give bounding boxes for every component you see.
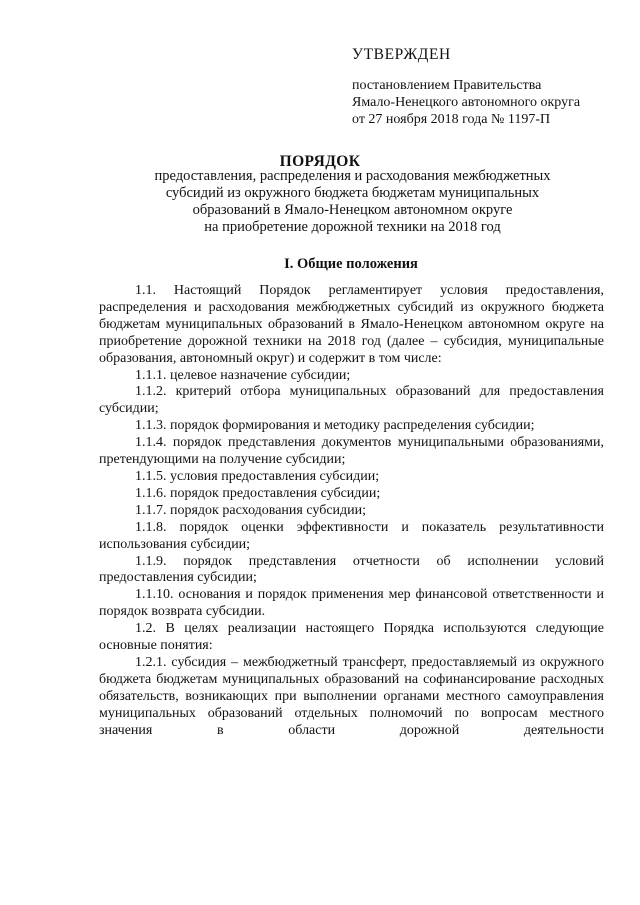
section-heading: I. Общие положения <box>284 256 418 272</box>
paragraph: 1.1.3. порядок формирования и методику распределения субсидии; <box>135 418 535 434</box>
paragraph: 1.1. Настоящий Порядок регламентирует условия предоставления, распределения и расходования межбюджетных субсидий из окружного бюджета бюджетам муниципальных образований в Ямало-Ненецком автономном округе на приобретение дорожной техники на 2018 год (далее – субсидия, муниципальные образования, автономный округ) и содержит в том числе: <box>99 283 604 366</box>
paragraph: 1.1.6. порядок предоставления субсидии; <box>135 485 381 501</box>
approval-line: постановлением Правительства <box>352 78 542 93</box>
paragraph: 1.2.1. субсидия – межбюджетный трансферт, предоставляемый из окружного бюджета бюджетам муниципальных образований на софинансирование расходных обязательств, возникающих при выполнении органами местного самоуправления муниципальных образований отдельных полномочий по вопросам местного значения в области дорожной деятельности <box>99 654 604 738</box>
document-title: ПОРЯДОК <box>279 153 361 170</box>
approval-block <box>352 46 622 128</box>
paragraph: 1.1.1. целевое назначение субсидии; <box>135 367 351 383</box>
approval-heading: УТВЕРЖДЕН <box>352 46 451 63</box>
paragraph: 1.1.9. порядок представления отчетности об исполнении условий предоставления субсидии; <box>99 553 604 586</box>
approval-line: Ямало-Ненецкого автономного округа <box>352 95 581 110</box>
paragraph: 1.1.2. критерий отбора муниципальных образований для предоставления субсидии; <box>99 384 604 417</box>
paragraph: 1.2. В целях реализации настоящего Порядка используются следующие основные понятия: <box>99 621 604 654</box>
body-text <box>99 283 604 739</box>
subtitle-line: образований в Ямало-Ненецком автономном округе <box>192 202 513 218</box>
paragraph: 1.1.10. основания и порядок применения мер финансовой ответственности и порядок возврата субсидии. <box>99 587 604 620</box>
document-subtitle <box>100 168 605 236</box>
paragraph: 1.1.5. условия предоставления субсидии; <box>135 468 380 484</box>
subtitle-line: предоставления, распределения и расходования межбюджетных <box>154 168 551 184</box>
approval-line: от 27 ноября 2018 года № 1197-П <box>352 112 551 127</box>
subtitle-line: субсидий из окружного бюджета бюджетам муниципальных <box>165 185 540 201</box>
paragraph: 1.1.7. порядок расходования субсидии; <box>135 502 367 518</box>
paragraph: 1.1.4. порядок представления документов муниципальными образованиями, претендующими на получение субсидии; <box>99 435 604 468</box>
subtitle-line: на приобретение дорожной техники на 2018 год <box>204 219 501 235</box>
paragraph: 1.1.8. порядок оценки эффективности и показатель результативности использования субсидии; <box>99 519 604 552</box>
